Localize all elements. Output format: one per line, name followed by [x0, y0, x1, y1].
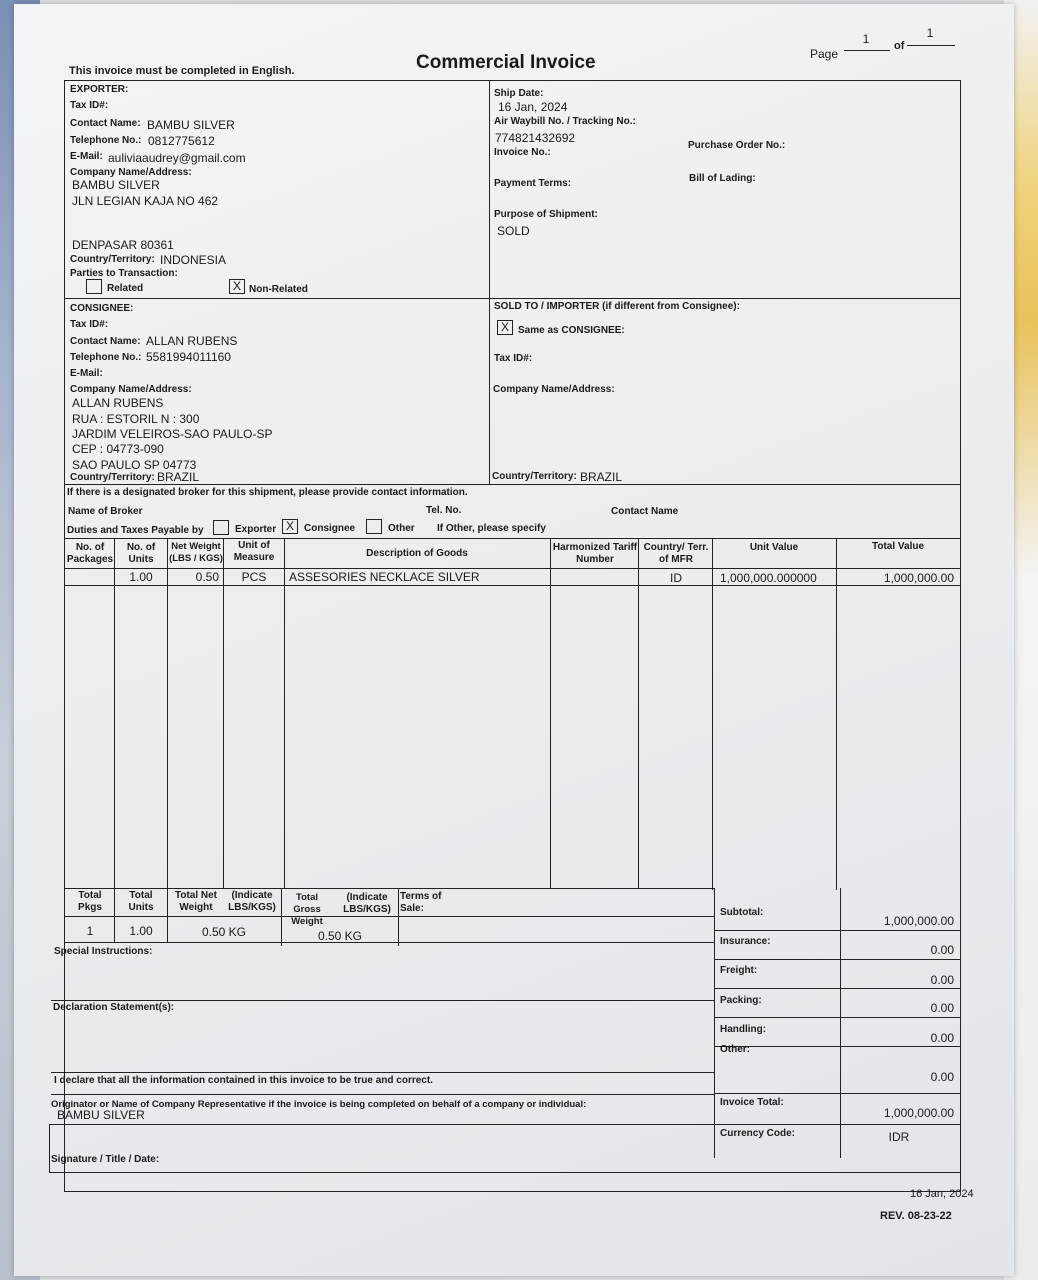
- total-gross-value: 0.50 KG: [317, 929, 363, 943]
- summary-value-currency: IDR: [888, 1130, 910, 1144]
- consignee-company-label: Company Name/Address:: [70, 384, 192, 395]
- summary-value-insurance: 0.00: [930, 943, 954, 957]
- total-gross-label: Total Gross Weight: [291, 892, 323, 927]
- ship-date-label: Ship Date:: [494, 88, 544, 99]
- col-divider: [167, 538, 168, 888]
- consignee-email-label: E-Mail:: [70, 368, 103, 379]
- consignee-address-line: SAO PAULO SP 04773: [72, 458, 197, 472]
- related-checkbox[interactable]: [86, 279, 102, 294]
- invoice-no-label: Invoice No.:: [494, 147, 551, 158]
- signature-date: 16 Jan, 2024: [910, 1188, 974, 1200]
- consignee-contact: ALLAN RUBENS: [146, 334, 238, 348]
- duties-consignee-checkbox[interactable]: X: [282, 519, 298, 534]
- originator-label: Originator or Name of Company Representative if the invoice is being completed on behalf of a company or individual:: [51, 1099, 587, 1110]
- summary-row-line: [714, 1017, 961, 1018]
- top-divider: [489, 80, 490, 485]
- broker-name-label: Name of Broker: [68, 506, 143, 517]
- goods-row-bottom: [64, 585, 961, 586]
- consignee-address-line: ALLAN RUBENS: [72, 396, 164, 410]
- summary-label-currency: Currency Code:: [720, 1128, 796, 1139]
- goods-header-top: [64, 538, 961, 539]
- col-header-description: Description of Goods: [366, 548, 468, 559]
- page-number-underline: [844, 50, 890, 51]
- totals-mid: [64, 916, 714, 917]
- broker-divider: [64, 484, 961, 485]
- non-related-label: Non-Related: [249, 284, 308, 295]
- consignee-address-line: RUA : ESTORIL N : 300: [72, 412, 200, 426]
- page-label: Page: [810, 47, 839, 61]
- consignee-address-line: JARDIM VELEIROS-SAO PAULO-SP: [72, 427, 273, 441]
- bol-label: Bill of Lading:: [689, 173, 756, 184]
- exporter-email-label: E-Mail:: [70, 151, 103, 162]
- col-divider: [114, 538, 115, 888]
- duties-other-label: Other: [388, 523, 415, 534]
- summary-divider: [714, 888, 715, 1158]
- summary-label-packing: Packing:: [720, 995, 762, 1006]
- total-net-value: 0.50 KG: [201, 925, 247, 939]
- sold-to-country-label: Country/Territory:: [492, 471, 577, 482]
- originator-name: BAMBU SILVER: [57, 1108, 145, 1122]
- invoice-paper: [14, 4, 1014, 1276]
- declaration-label: Declaration Statement(s):: [53, 1002, 175, 1013]
- related-label: Related: [107, 283, 144, 294]
- row-unit-value: 1,000,000.000000: [720, 571, 817, 585]
- page-number: 1: [862, 32, 870, 46]
- exporter-address-line: BAMBU SILVER: [72, 178, 160, 192]
- exporter-company-label: Company Name/Address:: [70, 167, 192, 178]
- row-net-weight: 0.50: [195, 570, 219, 584]
- exporter-contact: BAMBU SILVER: [147, 118, 235, 132]
- summary-row-line: [714, 1093, 961, 1094]
- duties-exporter-checkbox[interactable]: [213, 520, 229, 535]
- total-gross-indicate-label: (Indicate LBS/KGS): [343, 892, 391, 915]
- exporter-phone-label: Telephone No.:: [70, 135, 142, 146]
- col-header-tariff: Harmonized Tariff Number: [552, 542, 638, 565]
- summary-value-packing: 0.00: [930, 1001, 954, 1015]
- declare-bottom: [51, 1094, 714, 1095]
- summary-value-freight: 0.00: [930, 973, 954, 987]
- exporter-heading: EXPORTER:: [70, 84, 129, 95]
- exporter-tax-id-label: Tax ID#:: [70, 100, 109, 111]
- summary-value-handling: 0.00: [930, 1031, 954, 1045]
- total-units-value: 1.00: [129, 924, 153, 938]
- english-notice: This invoice must be completed in English.: [69, 65, 295, 77]
- invoice-title: Commercial Invoice: [416, 52, 596, 73]
- total-pkgs-label: Total Pkgs: [78, 890, 102, 913]
- purpose-value: SOLD: [497, 224, 530, 238]
- col-divider: [638, 538, 639, 888]
- po-label: Purchase Order No.:: [688, 140, 786, 151]
- exporter-phone: 0812775612: [148, 134, 215, 148]
- col-divider: [550, 538, 551, 888]
- of-label: of: [894, 40, 905, 52]
- sold-to-country: BRAZIL: [580, 470, 623, 484]
- summary-divider: [840, 888, 841, 1158]
- summary-row-line: [714, 988, 961, 989]
- summary-label-freight: Freight:: [720, 965, 758, 976]
- duties-consignee-label: Consignee: [304, 523, 356, 534]
- consignee-phone: 5581994011160: [146, 350, 231, 364]
- revision-code: REV. 08-23-22: [880, 1210, 952, 1222]
- exporter-country: INDONESIA: [160, 253, 227, 267]
- duties-exporter-label: Exporter: [235, 524, 277, 535]
- col-header-unit-value: Unit Value: [749, 542, 799, 553]
- summary-row-line: [714, 930, 961, 931]
- total-net-label: Total Net Weight: [174, 890, 218, 913]
- broker-tel-label: Tel. No.: [426, 505, 462, 516]
- ship-date: 16 Jan, 2024: [498, 100, 568, 114]
- summary-label-insurance: Insurance:: [720, 936, 771, 947]
- same-as-consignee-checkbox[interactable]: X: [497, 320, 513, 335]
- signature-bottom: [49, 1172, 961, 1173]
- totals-top: [64, 888, 714, 889]
- col-header-net-weight: Net Weight (LBS / KGS): [169, 541, 223, 564]
- parties-label: Parties to Transaction:: [70, 268, 178, 279]
- exporter-country-label: Country/Territory:: [70, 254, 155, 265]
- broker-contact-label: Contact Name: [611, 506, 679, 517]
- col-divider: [836, 538, 837, 890]
- signature-left-border: [49, 1124, 50, 1172]
- col-header-packages: No. of Packages: [66, 542, 114, 565]
- col-header-units: No. of Units: [126, 542, 156, 565]
- col-header-country: Country/ Terr. of MFR: [643, 542, 709, 565]
- payment-terms-label: Payment Terms:: [494, 178, 572, 189]
- row-units: 1.00: [129, 570, 153, 584]
- total-pkgs-value: 1: [86, 924, 94, 938]
- page-total: 1: [926, 26, 934, 40]
- consignee-country-label: Country/Territory:: [70, 472, 155, 483]
- exporter-email: auliviaaudrey@gmail.com: [108, 151, 246, 165]
- exporter-contact-label: Contact Name:: [70, 118, 141, 129]
- summary-value-subtotal: 1,000,000.00: [883, 914, 954, 928]
- signature-label: Signature / Title / Date:: [51, 1154, 160, 1165]
- duties-label: Duties and Taxes Payable by: [67, 525, 204, 536]
- summary-label-handling: Handling:: [720, 1024, 767, 1035]
- exporter-city: DENPASAR 80361: [72, 238, 174, 252]
- special-instructions-label: Special Instructions:: [54, 946, 153, 957]
- consignee-address-line: CEP : 04773-090: [72, 442, 164, 456]
- col-divider: [712, 538, 713, 890]
- awb-number: 774821432692: [495, 131, 576, 145]
- row-description: ASSESORIES NECKLACE SILVER: [289, 570, 480, 584]
- summary-label-subtotal: Subtotal:: [720, 907, 764, 918]
- consignee-tax-id-label: Tax ID#:: [70, 319, 109, 330]
- page-total-underline: [907, 45, 955, 46]
- same-as-consignee-label: Same as CONSIGNEE:: [518, 325, 625, 336]
- col-divider: [284, 538, 285, 888]
- summary-row-line: [714, 1046, 961, 1047]
- summary-label-other: Other:: [720, 1044, 750, 1055]
- summary-row-line: [714, 959, 961, 960]
- exporter-consignee-divider: [64, 298, 961, 299]
- consignee-contact-label: Contact Name:: [70, 336, 141, 347]
- consignee-phone-label: Telephone No.:: [70, 352, 142, 363]
- non-related-checkbox[interactable]: X: [229, 279, 245, 294]
- exporter-address-line: JLN LEGIAN KAJA NO 462: [72, 194, 219, 208]
- duties-other-specify: If Other, please specify: [437, 523, 546, 534]
- col-header-total-value: Total Value: [871, 541, 925, 552]
- consignee-heading: CONSIGNEE:: [70, 303, 134, 314]
- sold-to-company-label: Company Name/Address:: [493, 384, 615, 395]
- consignee-country: BRAZIL: [157, 470, 200, 484]
- purpose-label: Purpose of Shipment:: [494, 209, 598, 220]
- originator-bottom: [49, 1124, 714, 1125]
- special-bottom: [51, 1000, 714, 1001]
- declare-text: I declare that all the information contained in this invoice to be true and correct.: [54, 1075, 433, 1086]
- row-total-value: 1,000,000.00: [883, 571, 954, 585]
- row-country: ID: [670, 571, 682, 585]
- broker-notice: If there is a designated broker for this shipment, please provide contact information.: [67, 487, 468, 498]
- total-units-label: Total Units: [128, 890, 154, 913]
- summary-row-line: [714, 1124, 961, 1125]
- declaration-bottom: [51, 1072, 714, 1073]
- totals-divider: [398, 888, 399, 946]
- sold-to-tax-id-label: Tax ID#:: [494, 353, 533, 364]
- totals-divider: [114, 888, 115, 942]
- total-net-indicate-label: (Indicate LBS/KGS): [228, 890, 276, 913]
- terms-of-sale-label: Terms of Sale:: [400, 891, 442, 914]
- summary-value-invoice-total: 1,000,000.00: [883, 1106, 954, 1120]
- col-divider: [223, 538, 224, 888]
- summary-value-other: 0.00: [930, 1070, 954, 1084]
- row-uom: PCS: [241, 570, 267, 584]
- summary-label-invoice-total: Invoice Total:: [720, 1097, 784, 1108]
- col-header-uom: Unit of Measure: [233, 540, 275, 563]
- awb-label: Air Waybill No. / Tracking No.:: [494, 116, 636, 127]
- goods-header-bottom: [64, 568, 961, 569]
- sold-to-heading: SOLD TO / IMPORTER (if different from Consignee):: [494, 301, 740, 312]
- invoice-frame: [64, 80, 961, 1192]
- duties-other-checkbox[interactable]: [366, 519, 382, 534]
